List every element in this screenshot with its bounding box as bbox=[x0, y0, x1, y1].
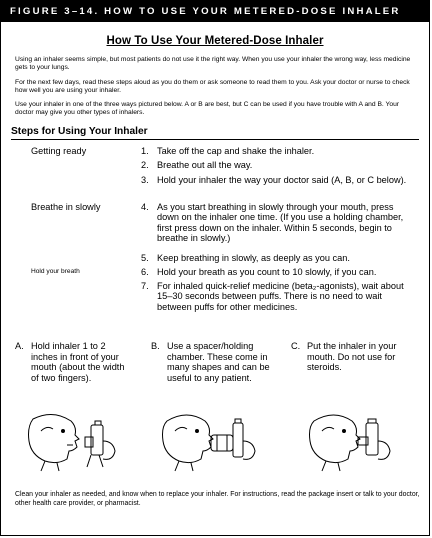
group-label-breathe-in: Breathe in slowly bbox=[31, 201, 101, 212]
spacer-illustration bbox=[161, 411, 261, 473]
option-text: Put the inhaler in your mouth. Do not use for steroids. bbox=[307, 341, 397, 373]
intro-paragraph-2: For the next few days, read these steps aloud as you do them or ask someone to read them to you. Ask your doctor or nurse to check how well you are using your inhaler. bbox=[15, 78, 410, 94]
group-label-getting-ready: Getting ready bbox=[31, 145, 87, 156]
step-number: 7. bbox=[141, 280, 149, 291]
step-number: 3. bbox=[141, 174, 149, 185]
step-number: 1. bbox=[141, 145, 149, 156]
intro-paragraph-3: Use your inhaler in one of the three ways pictured below. A or B are best, but C can be used if you have trouble with A and B. Your doctor may give you other types of inhalers. bbox=[15, 101, 400, 117]
step-item bbox=[141, 281, 411, 312]
option-text: Hold inhaler 1 to 2 inches in front of your mouth (about the width of two fingers). bbox=[31, 341, 125, 383]
step-text: Hold your inhaler the way your doctor said (A, B, or C below). bbox=[157, 174, 407, 185]
step-number: 4. bbox=[141, 201, 149, 212]
option-letter: A. bbox=[15, 341, 24, 351]
step-number: 2. bbox=[141, 159, 149, 170]
step-text: Keep breathing in slowly, as deeply as you can. bbox=[157, 252, 350, 263]
step-text: Take off the cap and shake the inhaler. bbox=[157, 145, 315, 156]
step-item bbox=[141, 160, 411, 170]
step-item bbox=[141, 175, 411, 185]
inhaler-in-mouth-illustration bbox=[306, 411, 406, 473]
option-b bbox=[151, 341, 279, 383]
step-number: 6. bbox=[141, 266, 149, 277]
step-text: As you start breathing in slowly through your mouth, press down on the inhaler one time. (If you use a holding chamber, first press down on the inhaler. Within 5 seconds, begin to breathe in slowly.) bbox=[157, 201, 404, 243]
option-c bbox=[291, 341, 421, 373]
step-text: For inhaled quick-relief medicine (beta₂-agonists), wait about 15–30 seconds between puffs. There is no need to wait between puffs for other medicines. bbox=[157, 280, 404, 312]
figure-label: FIGURE 3–14. HOW TO USE YOUR METERED-DOSE INHALER bbox=[1, 1, 429, 22]
option-letter: B. bbox=[151, 341, 160, 351]
step-item bbox=[141, 267, 411, 277]
steps-heading: Steps for Using Your Inhaler bbox=[11, 126, 419, 140]
option-text: Use a spacer/holding chamber. These come in many shapes and can be useful to any patient. bbox=[167, 341, 270, 383]
step-item bbox=[141, 146, 411, 156]
inhaler-in-front-illustration bbox=[23, 411, 123, 473]
intro-paragraph-1: Using an inhaler seems simple, but most patients do not use it the right way. When you use your inhaler the wrong way, less medicine gets to your lungs. bbox=[15, 56, 411, 72]
step-text: Hold your breath as you count to 10 slowly, if you can. bbox=[157, 266, 377, 277]
footer-note: Clean your inhaler as needed, and know when to replace your inhaler. For instructions, read the package insert or talk to your doctor, other health care provider, or pharmacist. bbox=[15, 491, 420, 507]
step-item bbox=[141, 202, 411, 244]
option-letter: C. bbox=[291, 341, 301, 351]
option-a bbox=[15, 341, 133, 383]
step-number: 5. bbox=[141, 252, 149, 263]
page-title: How To Use Your Metered-Dose Inhaler bbox=[106, 35, 324, 47]
step-text: Breathe out all the way. bbox=[157, 159, 253, 170]
step-item bbox=[141, 253, 411, 263]
group-label-hold-breath: Hold your breath bbox=[31, 267, 80, 275]
